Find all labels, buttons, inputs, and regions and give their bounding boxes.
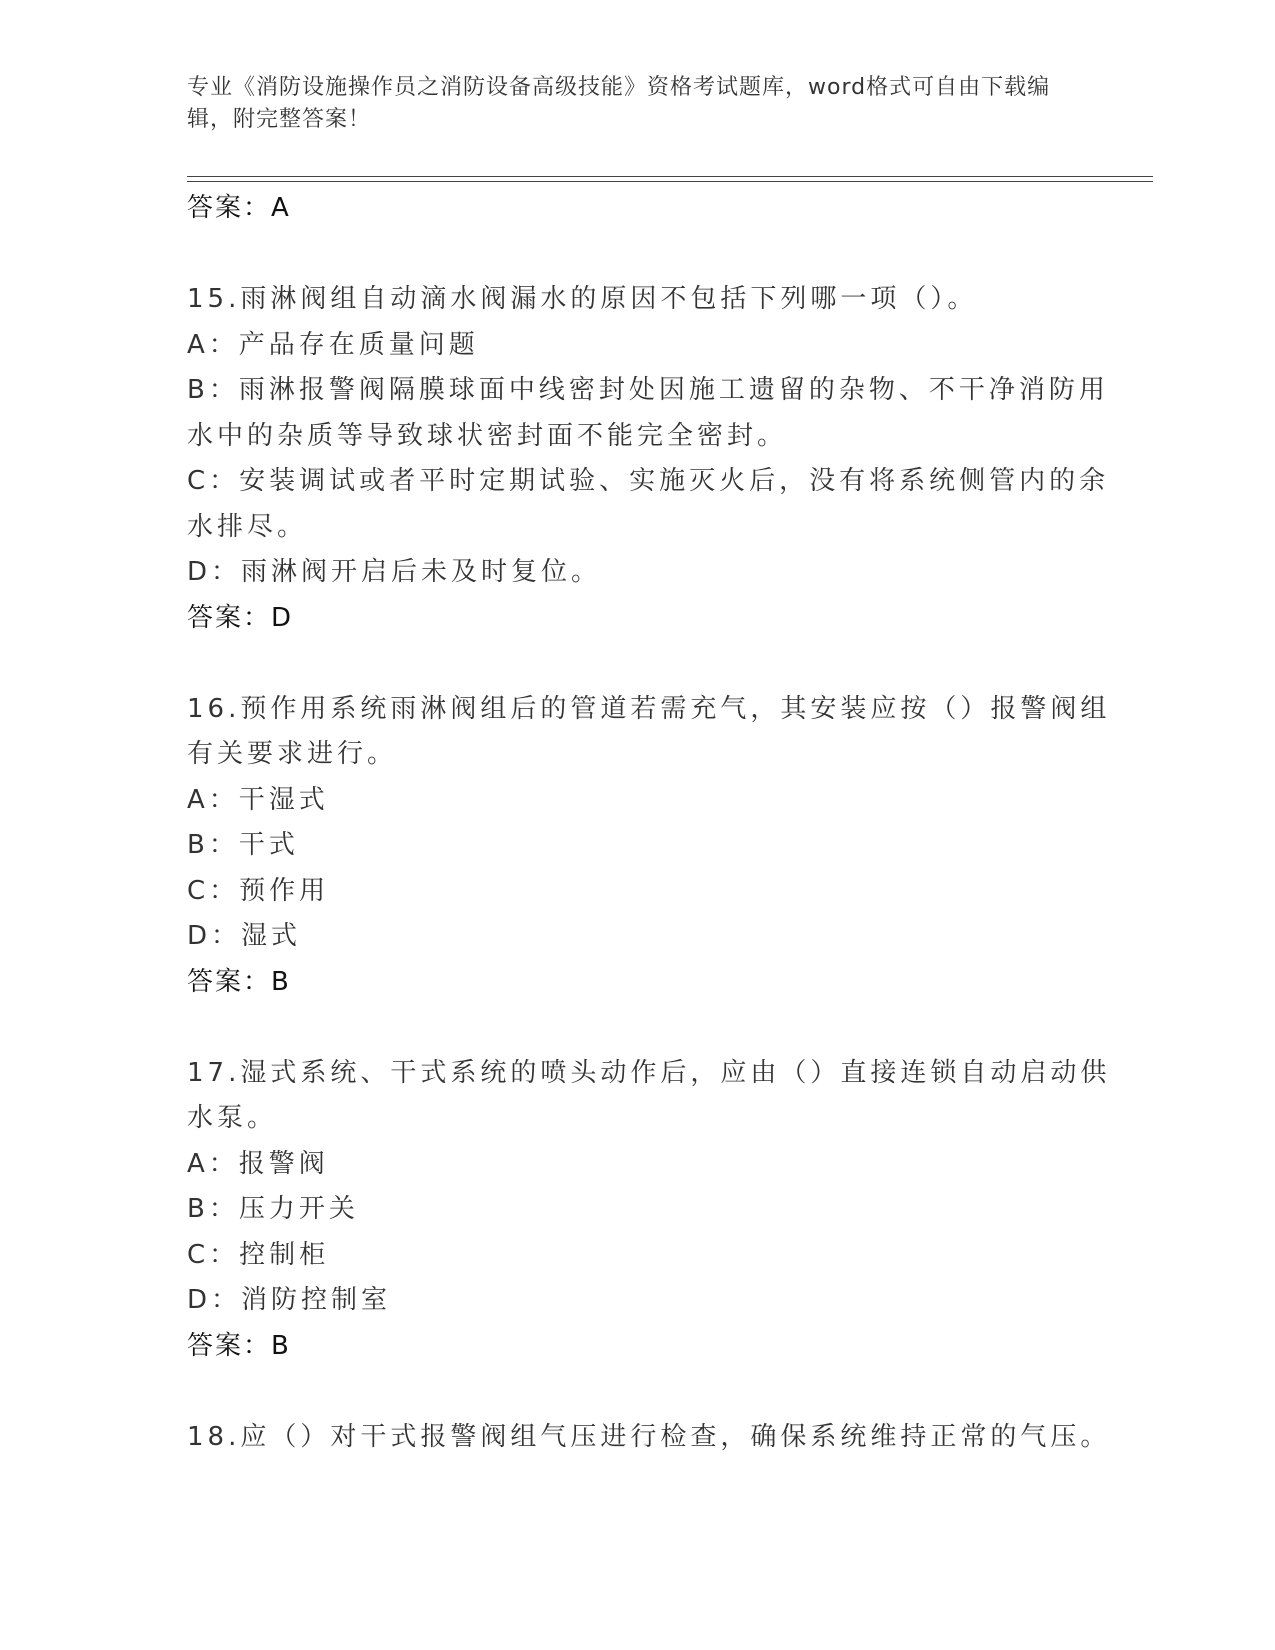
previous-answer: 答案：A [187,193,291,223]
option-line: D：消防控制室 [187,1285,392,1315]
question-stem-line: 15.雨淋阀组自动滴水阀漏水的原因不包括下列哪一项（）。 [187,284,978,314]
question-stem-line: 17.湿式系统、干式系统的喷头动作后，应由（）直接连锁自动启动供 [187,1057,1111,1088]
question-block [187,1051,1111,1370]
option-line: D：湿式 [187,921,302,951]
answer-line: 答案：B [187,1330,291,1361]
option-line: A：干湿式 [187,784,329,815]
question-stem-line: 18.应（）对干式报警阀组气压进行检查，确保系统维持正常的气压。 [187,1421,1111,1452]
question-stem-line: 有关要求进行。 [187,739,398,769]
question-block [187,277,1110,641]
header-divider-top [187,176,1153,177]
answer-line: 答案：D [187,602,294,633]
option-line: D：雨淋阀开启后未及时复位。 [187,557,602,587]
question-block [187,687,1111,1006]
question-stem-line: 水泵。 [187,1103,278,1133]
question-spacer [187,232,1067,278]
header-divider-bottom [187,181,1153,182]
option-line: C：安装调试或者平时定期试验、实施灭火后，没有将系统侧管内的余 [187,466,1110,496]
option-line: B：压力开关 [187,1194,359,1224]
question-block [187,1415,1111,1461]
page-header: 专业《消防设施操作员之消防设备高级技能》资格考试题库，word格式可自由下载编辑，附完整答案！ [187,75,1051,132]
option-line: 水排尽。 [187,511,308,542]
question-spacer [187,1005,1067,1051]
question-stem-line: 16.预作用系统雨淋阀组后的管道若需充气，其安装应按（）报警阀组 [187,693,1111,724]
question-list [187,186,1111,1460]
option-line: A：产品存在质量问题 [187,329,479,360]
option-line: B：雨淋报警阀隔膜球面中线密封处因施工遗留的杂物、不干净消防用 [187,375,1109,405]
answer-line: 答案：B [187,966,291,997]
option-line: B：干式 [187,830,299,860]
option-line: 水中的杂质等导致球状密封面不能完全密封。 [187,420,788,451]
question-spacer [187,1369,1067,1415]
question-spacer [187,641,1067,687]
option-line: A：报警阀 [187,1148,329,1179]
option-line: C：预作用 [187,875,330,906]
option-line: C：控制柜 [187,1239,330,1270]
